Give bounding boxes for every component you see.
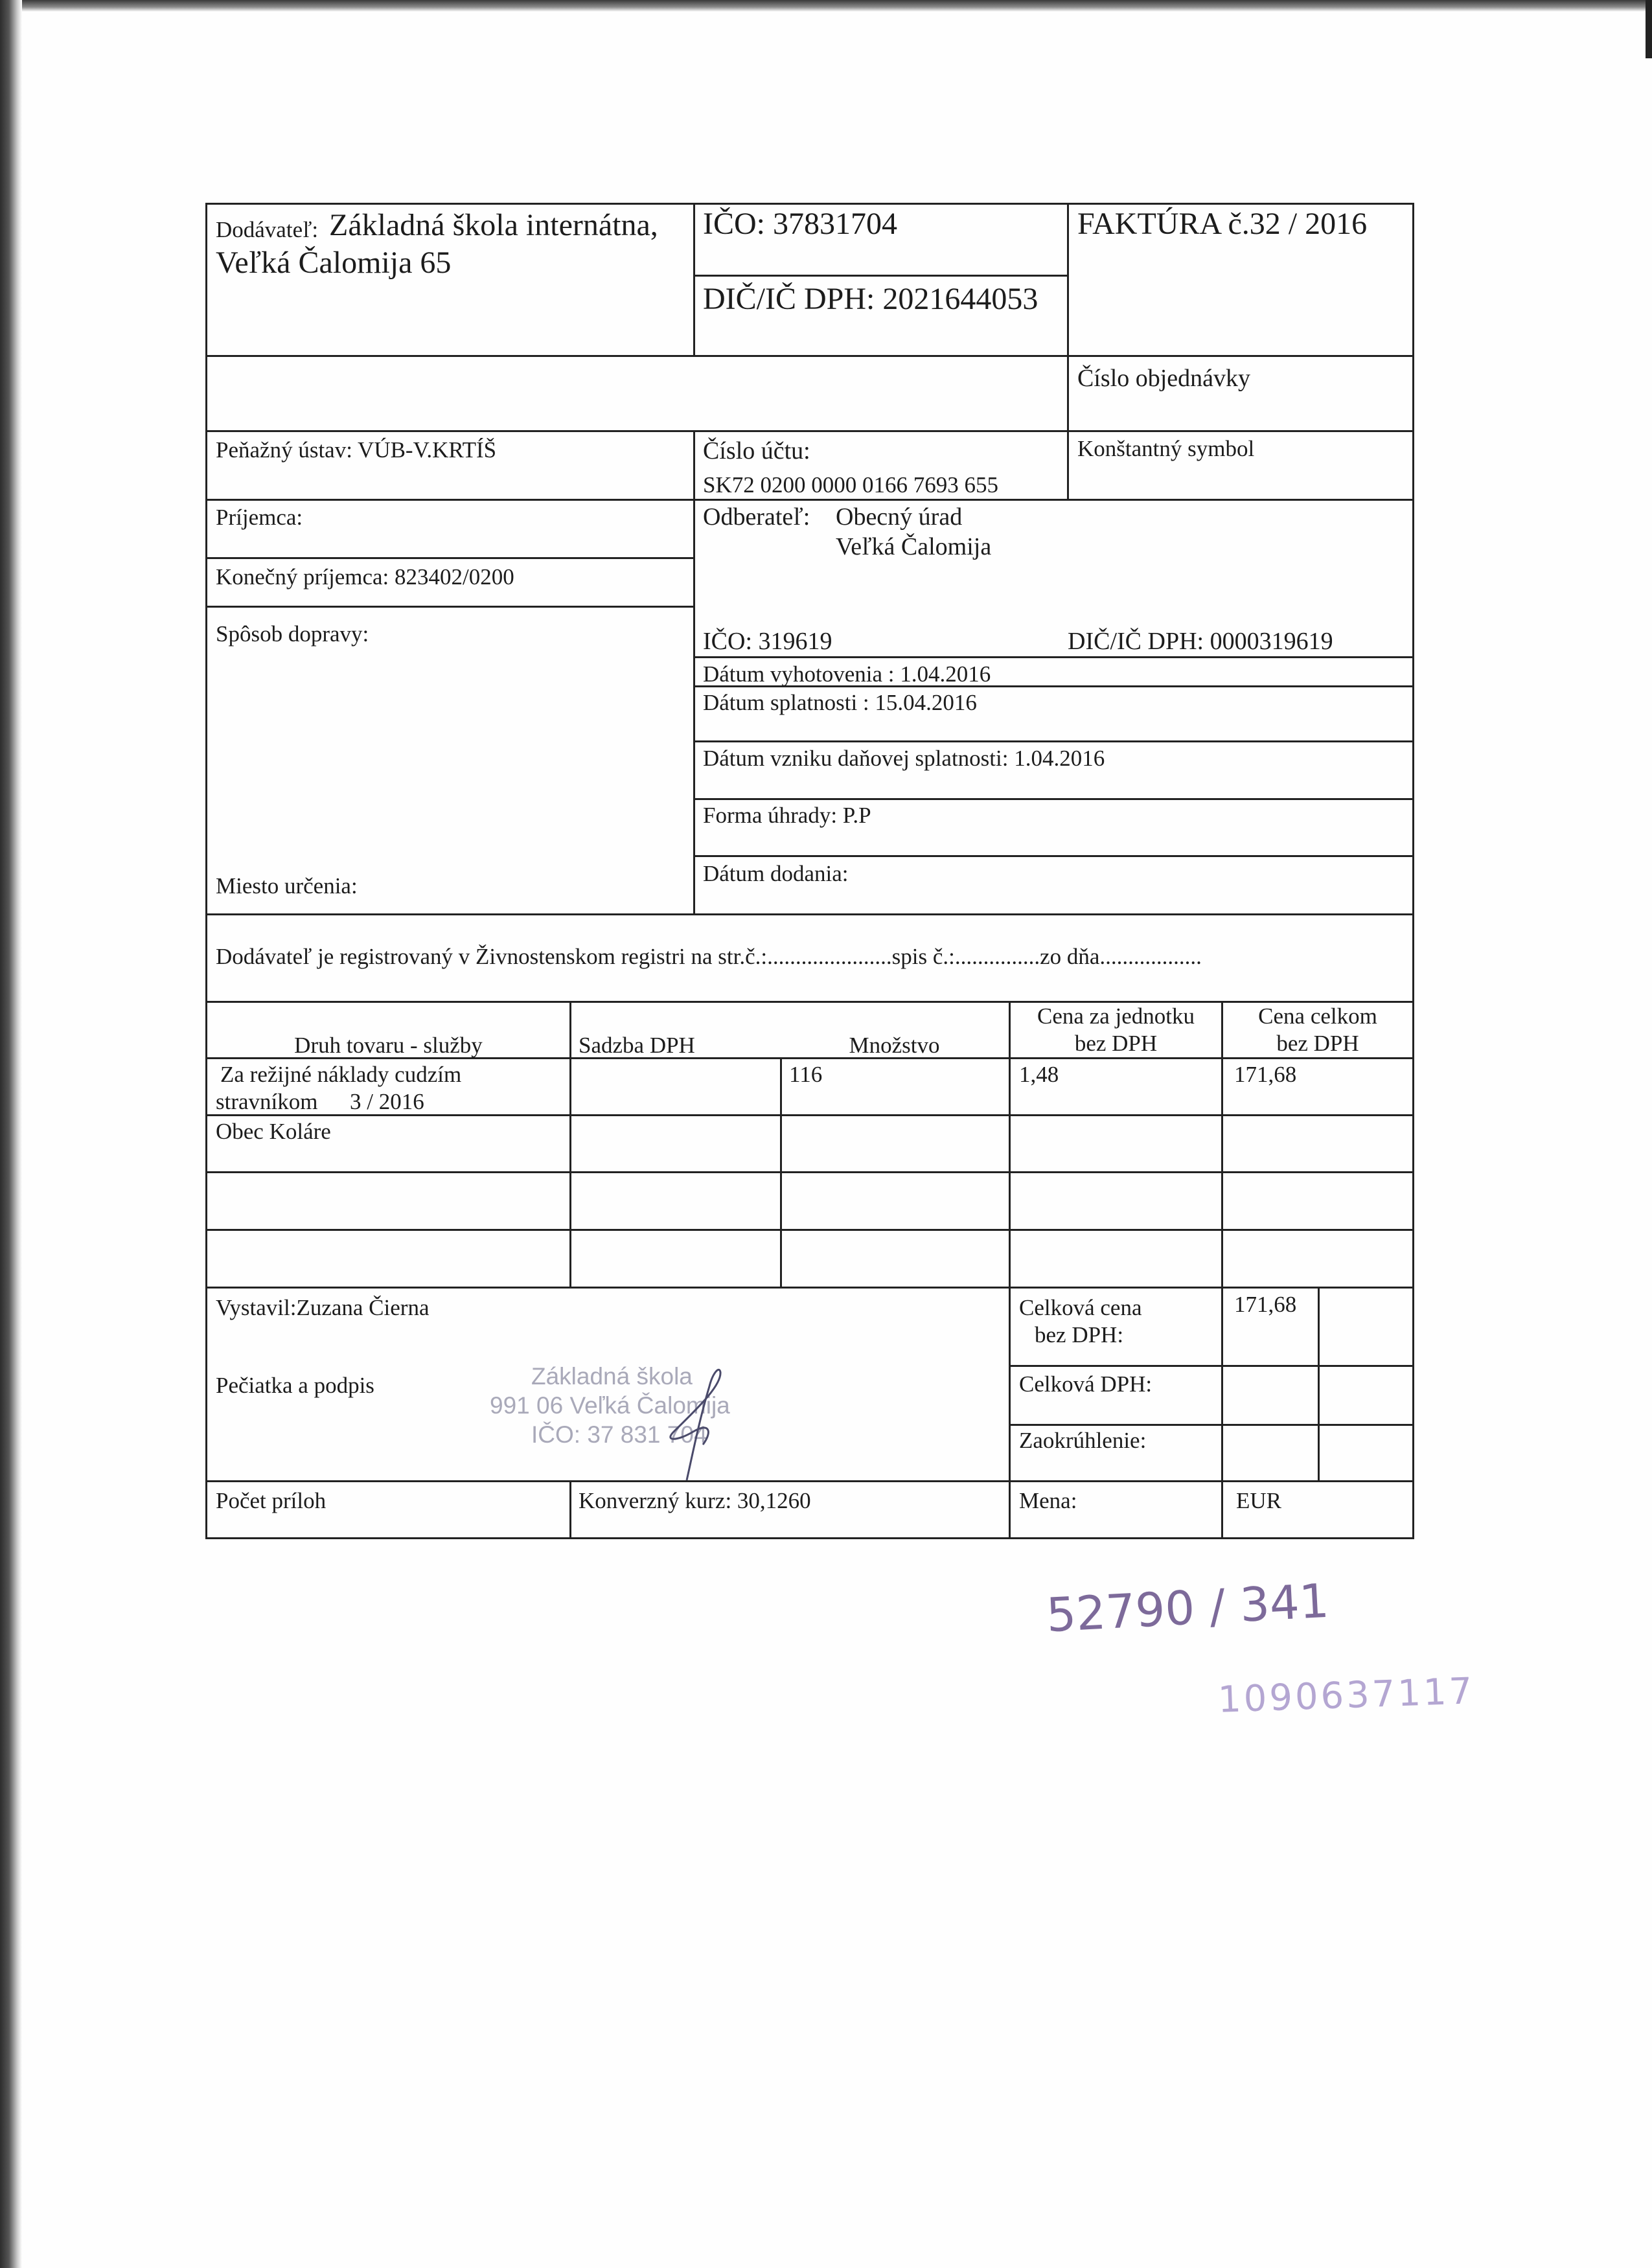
customer-label: Odberateľ: bbox=[703, 503, 810, 531]
school-stamp-line2: 991 06 Veľká Čalomija bbox=[490, 1392, 730, 1419]
handwritten-note-1: 52790 / 341 bbox=[1045, 1573, 1331, 1643]
rule-col-right-top bbox=[1067, 203, 1069, 355]
total-excl-label-2: bez DPH: bbox=[1035, 1322, 1124, 1347]
rule-col-vat bbox=[569, 1001, 571, 1287]
invoice-title: FAKTÚRA č.32 / 2016 bbox=[1077, 207, 1368, 241]
item-desc-line2: stravníkom bbox=[216, 1089, 318, 1114]
issued-by: Vystavil:Zuzana Čierna bbox=[216, 1295, 430, 1320]
recipient-label: Príjemca: bbox=[216, 505, 303, 530]
rule-col-mid-top bbox=[693, 203, 695, 355]
item-desc-row2: Obec Koláre bbox=[216, 1119, 331, 1144]
col-header-goods: Druh tovaru - služby bbox=[294, 1033, 483, 1058]
col-header-vat-rate: Sadzba DPH bbox=[579, 1033, 695, 1058]
rule-bottom bbox=[205, 1537, 1414, 1539]
customer-ico: IČO: 319619 bbox=[703, 628, 832, 655]
rule-col-konst bbox=[1067, 430, 1069, 499]
col-header-total-2: bez DPH bbox=[1276, 1031, 1359, 1056]
rule-top bbox=[205, 203, 1414, 205]
rule-4-left bbox=[205, 499, 693, 501]
constant-symbol-label: Konštantný symbol bbox=[1077, 436, 1255, 461]
rule-row-4 bbox=[205, 1287, 1414, 1289]
rounding-label: Zaokrúhlenie: bbox=[1019, 1428, 1147, 1453]
supplier-dic: DIČ/IČ DPH: 2021644053 bbox=[703, 282, 1038, 316]
school-stamp-line1: Základná škola bbox=[531, 1363, 693, 1390]
conversion-rate: Konverzný kurz: 30,1260 bbox=[579, 1488, 811, 1513]
school-stamp-line3: IČO: 37 831 704 bbox=[531, 1421, 707, 1448]
account-label: Číslo účtu: bbox=[703, 437, 810, 464]
rule-col-mid-2 bbox=[693, 430, 695, 913]
scan-edge-left bbox=[0, 0, 22, 2268]
signature bbox=[648, 1360, 739, 1483]
destination-label: Miesto určenia: bbox=[216, 873, 358, 899]
rule-sum-1 bbox=[1009, 1365, 1414, 1367]
scan-edge-right bbox=[1646, 0, 1652, 58]
rule-6-left bbox=[205, 606, 693, 608]
rule-left bbox=[205, 203, 207, 1539]
rule-col-order bbox=[1067, 355, 1069, 430]
item-total: 171,68 bbox=[1234, 1062, 1297, 1087]
total-vat-label: Celková DPH: bbox=[1019, 1371, 1153, 1397]
transport-label: Spôsob dopravy: bbox=[216, 621, 369, 647]
rule-col-sum-extra bbox=[1318, 1287, 1320, 1480]
rule-ico bbox=[693, 656, 1414, 658]
supplier-name-line2: Veľká Čalomija 65 bbox=[216, 246, 452, 280]
final-recipient: Konečný príjemca: 823402/0200 bbox=[216, 564, 514, 590]
stamp-label: Pečiatka a podpis bbox=[216, 1373, 374, 1398]
col-header-unit-price-1: Cena za jednotku bbox=[1037, 1003, 1195, 1029]
rule-tax bbox=[693, 798, 1414, 800]
col-header-total-1: Cena celkom bbox=[1258, 1003, 1377, 1029]
payment-form: Forma úhrady: P.P bbox=[703, 803, 871, 828]
rule-3 bbox=[205, 430, 1414, 432]
rule-sum-3 bbox=[205, 1480, 1414, 1482]
rule-col-unit bbox=[1009, 1001, 1011, 1537]
rule-payment bbox=[693, 855, 1414, 857]
total-excl-label-1: Celková cena bbox=[1019, 1295, 1142, 1320]
attachments-label: Počet príloh bbox=[216, 1488, 327, 1513]
rule-7 bbox=[205, 913, 1414, 915]
scan-edge-top bbox=[0, 0, 1652, 12]
handwritten-note-2: 1090637117 bbox=[1217, 1670, 1476, 1721]
col-header-unit-price-2: bez DPH bbox=[1074, 1031, 1158, 1056]
customer-line1: Obecný úrad bbox=[836, 503, 963, 531]
rule-row-2 bbox=[205, 1171, 1414, 1173]
total-excl-value: 171,68 bbox=[1234, 1292, 1297, 1317]
order-number-label: Číslo objednávky bbox=[1077, 365, 1251, 392]
rule-2 bbox=[205, 355, 1414, 357]
supplier-name-line1: Základná škola internátna, bbox=[329, 208, 658, 242]
rule-date-due bbox=[693, 740, 1414, 742]
customer-dic: DIČ/IČ DPH: 0000319619 bbox=[1068, 628, 1333, 655]
col-header-quantity: Množstvo bbox=[849, 1033, 940, 1058]
date-due: Dátum splatnosti : 15.04.2016 bbox=[703, 690, 977, 715]
rule-row-3 bbox=[205, 1229, 1414, 1231]
rule-4-right bbox=[693, 499, 1414, 501]
supplier-label: Dodávateľ: bbox=[216, 217, 319, 242]
item-desc-line1: Za režijné náklady cudzím bbox=[220, 1062, 462, 1087]
rule-col-conv bbox=[569, 1480, 571, 1537]
date-issued: Dátum vyhotovenia : 1.04.2016 bbox=[703, 661, 991, 687]
item-desc-period: 3 / 2016 bbox=[350, 1089, 424, 1114]
bank: Peňažný ústav: VÚB-V.KRTÍŠ bbox=[216, 437, 497, 463]
rule-col-total bbox=[1221, 1001, 1223, 1537]
customer-line2: Veľká Čalomija bbox=[836, 533, 992, 560]
rule-5-left bbox=[205, 557, 693, 559]
currency-label: Mena: bbox=[1019, 1488, 1077, 1513]
rule-col-qty bbox=[780, 1057, 782, 1287]
registry-note: Dodávateľ je registrovaný v Živnostenskom registri na str.č.:......................spis č.:...............zo dňa.................. bbox=[216, 944, 1202, 969]
rule-sum-2 bbox=[1009, 1424, 1414, 1426]
item-quantity: 116 bbox=[789, 1062, 823, 1087]
delivery-date: Dátum dodania: bbox=[703, 861, 849, 886]
rule-dic-top bbox=[693, 275, 1069, 277]
supplier-ico: IČO: 37831704 bbox=[703, 207, 897, 241]
item-unit-price: 1,48 bbox=[1019, 1062, 1059, 1087]
date-tax: Dátum vzniku daňovej splatnosti: 1.04.2016 bbox=[703, 746, 1105, 771]
currency-value: EUR bbox=[1236, 1488, 1281, 1513]
account-number: SK72 0200 0000 0166 7693 655 bbox=[703, 472, 998, 498]
rule-8 bbox=[205, 1001, 1414, 1003]
rule-right bbox=[1412, 203, 1414, 1539]
